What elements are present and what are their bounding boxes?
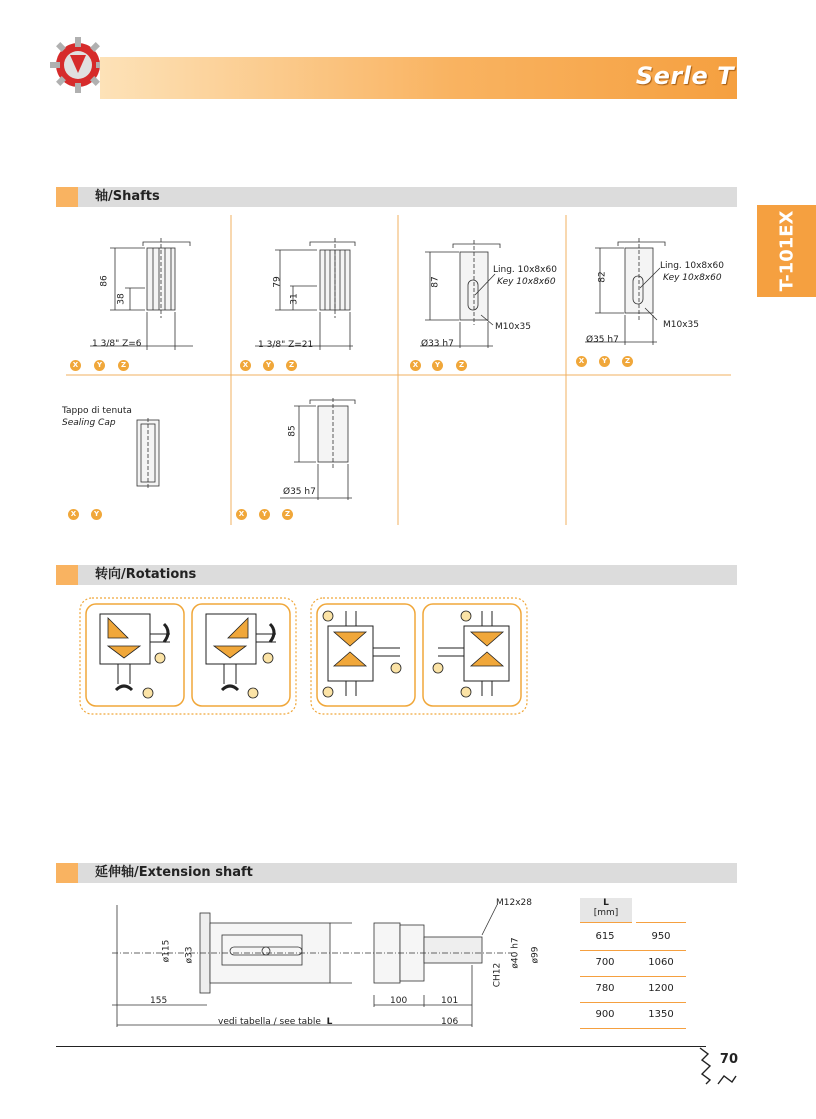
thread-label: M10x35: [495, 322, 531, 332]
table-row: [580, 976, 686, 1003]
dim-ch12: CH12: [492, 962, 503, 988]
axis-x-badge: X: [240, 360, 251, 371]
axis-x-badge: X: [410, 360, 421, 371]
dim-height-total: 86: [99, 275, 110, 287]
dim-d33: ø33: [184, 946, 195, 964]
dim-height-total: 85: [287, 425, 298, 437]
diameter-label: Ø35 h7: [283, 487, 316, 497]
key-label-en: Key 10x8x60: [497, 277, 556, 287]
see-table-text: vedi tabella / see table: [218, 1017, 321, 1027]
table-header-spacer: [636, 922, 686, 923]
sealing-cap-label-it: Tappo di tenuta: [62, 406, 132, 416]
axis-x-badge: X: [70, 360, 81, 371]
key-label-en: Key 10x8x60: [663, 273, 722, 283]
dim-d115: ø115: [161, 939, 172, 963]
axis-y-badge: Y: [259, 509, 270, 520]
spline-spec: 1 3/8" Z=6: [92, 339, 142, 349]
axis-y-badge: Y: [94, 360, 105, 371]
section-marker: [56, 863, 78, 883]
table-cell: 1200: [648, 983, 674, 994]
table-cell: 615: [595, 931, 615, 942]
axis-y-badge: Y: [432, 360, 443, 371]
section-marker: [56, 187, 78, 207]
axis-x-badge: X: [68, 509, 79, 520]
axis-x-badge: X: [236, 509, 247, 520]
dim-155: 155: [150, 996, 168, 1006]
logo: [48, 35, 108, 95]
table-cell: 1060: [648, 957, 674, 968]
thread-label: M12x28: [496, 898, 532, 908]
shaft-drawing-4: [585, 238, 735, 348]
dim-height-total: 87: [430, 276, 441, 288]
dim-100: 100: [390, 996, 408, 1006]
section-marker: [56, 565, 78, 585]
sealing-cap-drawing: [135, 418, 165, 490]
spline-spec: 1 3/8" Z=21: [258, 340, 314, 350]
axis-x-badge: X: [576, 356, 587, 367]
dim-101: 101: [441, 996, 459, 1006]
diameter-label: Ø35 h7: [586, 335, 619, 345]
table-cell: 1350: [648, 1009, 674, 1020]
table-cell: 950: [651, 931, 671, 942]
dim-d40: ø40 h7: [510, 937, 521, 969]
rotation-diagrams: [78, 596, 528, 716]
see-table-label: [218, 1017, 332, 1027]
section-title-shafts: 轴/Shafts: [95, 189, 160, 204]
axis-y-badge: Y: [599, 356, 610, 367]
side-tab: [757, 205, 816, 297]
dim-height-total: 82: [597, 271, 608, 283]
table-header-L: L: [603, 898, 609, 908]
thread-label: M10x35: [663, 320, 699, 330]
table-row: [580, 1002, 686, 1029]
axis-z-badge: Z: [118, 360, 129, 371]
table-row: [580, 950, 686, 977]
dim-height-total: 79: [272, 276, 283, 288]
axis-y-badge: Y: [91, 509, 102, 520]
page-number: 70: [719, 1052, 738, 1067]
diameter-label: Ø33 h7: [421, 339, 454, 349]
gear-logo-icon: [48, 35, 108, 95]
axis-z-badge: Z: [622, 356, 633, 367]
table-cell: 780: [595, 983, 615, 994]
sealing-cap-label-en: Sealing Cap: [62, 418, 116, 428]
dim-height-inner: 38: [116, 293, 127, 305]
footer-rule: [56, 1046, 706, 1047]
axis-z-badge: Z: [286, 360, 297, 371]
shaft-drawing-3: [415, 240, 565, 355]
key-label-it: Ling. 10x8x60: [493, 265, 557, 275]
series-title: Serle T: [635, 62, 734, 90]
section-title-rotations: 转向/Rotations: [95, 567, 197, 582]
table-row: [580, 924, 686, 951]
side-tab-label: T-101EX: [776, 210, 797, 292]
dim-d99: ø99: [530, 946, 541, 964]
table-cell: 700: [595, 957, 615, 968]
dim-height-inner: 31: [289, 293, 300, 305]
length-table-header: [580, 898, 632, 923]
axis-y-badge: Y: [263, 360, 274, 371]
table-cell: 900: [595, 1009, 615, 1020]
dim-106: 106: [441, 1017, 459, 1027]
section-title-extension: 延伸轴/Extension shaft: [95, 865, 253, 880]
axis-z-badge: Z: [282, 509, 293, 520]
axis-z-badge: Z: [456, 360, 467, 371]
key-label-it: Ling. 10x8x60: [660, 261, 724, 271]
length-symbol: L: [326, 1017, 333, 1027]
table-header-unit: [mm]: [593, 908, 619, 918]
